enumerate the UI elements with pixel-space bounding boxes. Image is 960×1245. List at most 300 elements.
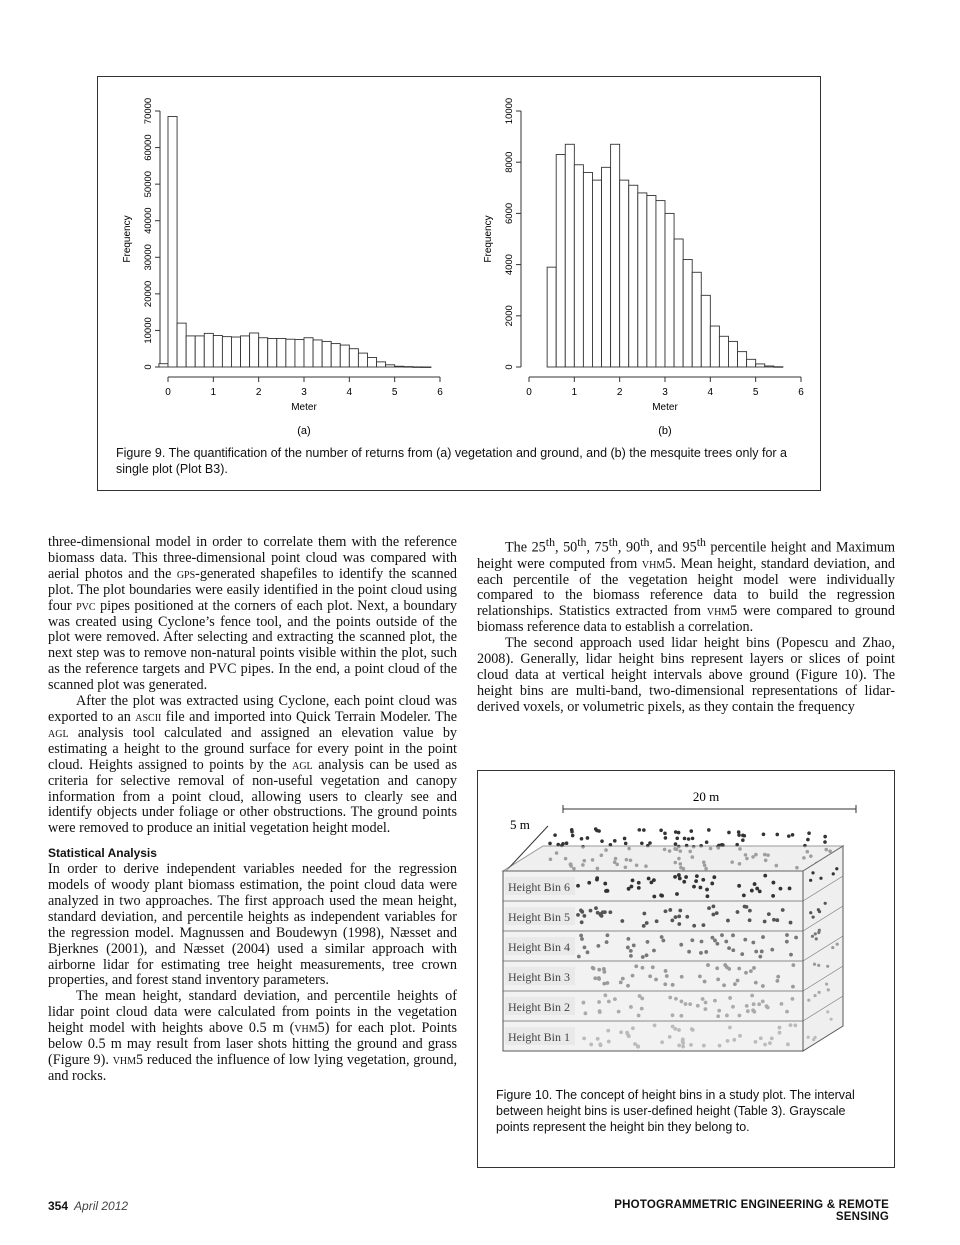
histogram-bar xyxy=(692,272,701,367)
histogram-bar xyxy=(204,333,213,367)
point xyxy=(787,834,791,838)
point xyxy=(677,873,681,877)
page-number: 354 xyxy=(48,1199,69,1213)
point xyxy=(836,943,839,946)
histogram-bar xyxy=(268,338,277,367)
histogram-bar xyxy=(277,338,286,367)
figure-9-caption: Figure 9. The quantification of the number of returns from (a) vegetation and ground, and (b) the mesquite trees only for a single plot (Plot B3). xyxy=(116,446,787,476)
point xyxy=(587,881,591,885)
point xyxy=(737,967,741,971)
point xyxy=(737,833,741,837)
point xyxy=(664,836,668,840)
point xyxy=(831,946,834,949)
point xyxy=(586,950,590,954)
point xyxy=(687,950,691,954)
point xyxy=(586,836,590,840)
point xyxy=(548,842,552,846)
point xyxy=(671,1025,675,1029)
point xyxy=(675,892,679,896)
point xyxy=(740,952,744,956)
point xyxy=(640,1007,644,1011)
point xyxy=(699,886,703,890)
point xyxy=(663,832,667,836)
point xyxy=(704,1007,708,1011)
point xyxy=(649,880,653,884)
point xyxy=(582,1036,586,1040)
paragraph: In order to derive independent variables needed for the regression models of woody plant biomass estimation, the point cloud data were analyzed in two approaches. The first approach used the mean height, standard deviation, and percentile heights as independent variables for the regression model. Magnussen and Boudewyn (1998), Næsset and Bjerknes (2001), and Næsset (2004) used a similar approach with airborne lidar for estimating tree height measurements, tree crown properties, and forest stand inventory parameters. xyxy=(48,861,457,989)
point xyxy=(694,879,698,883)
point xyxy=(664,909,668,913)
point xyxy=(583,946,587,950)
point xyxy=(748,918,752,922)
point xyxy=(817,908,820,911)
point xyxy=(671,983,675,987)
point xyxy=(596,1037,600,1041)
point xyxy=(594,827,598,831)
point xyxy=(737,830,741,834)
point xyxy=(751,941,755,945)
point xyxy=(826,1010,829,1013)
point xyxy=(731,1005,735,1009)
histogram-bar xyxy=(340,345,349,367)
histogram-bar xyxy=(638,193,647,367)
point xyxy=(579,908,583,912)
bin-label: Height Bin 1 xyxy=(508,1030,570,1044)
point xyxy=(701,997,705,1001)
point xyxy=(706,963,710,967)
y-tick-label: 0 xyxy=(504,364,515,370)
point xyxy=(748,909,752,913)
histogram-bar xyxy=(602,167,611,367)
x-tick-label: 1 xyxy=(210,387,217,398)
issue-date: April 2012 xyxy=(74,1199,129,1213)
histogram-bar xyxy=(259,338,268,367)
point xyxy=(605,940,609,944)
point xyxy=(813,994,816,997)
histogram-bar xyxy=(349,349,358,367)
point xyxy=(711,936,715,940)
point xyxy=(707,906,711,910)
point xyxy=(726,1039,730,1043)
point xyxy=(598,1010,602,1014)
point xyxy=(760,950,764,954)
point xyxy=(660,935,664,939)
histogram-bar xyxy=(756,364,765,367)
point xyxy=(576,913,580,917)
point xyxy=(633,1042,637,1046)
point xyxy=(775,833,779,837)
point xyxy=(775,918,779,922)
point xyxy=(602,967,606,971)
point xyxy=(750,994,754,998)
height-bin-diagram xyxy=(478,771,893,1081)
x-tick-label: 5 xyxy=(391,387,398,398)
point xyxy=(654,978,658,982)
histogram-b xyxy=(483,98,804,437)
point xyxy=(807,1036,810,1039)
point xyxy=(835,867,838,870)
y-tick-label: 40000 xyxy=(143,207,154,234)
point xyxy=(570,830,574,834)
point xyxy=(768,1041,772,1045)
point xyxy=(603,882,607,886)
point xyxy=(789,953,793,957)
point xyxy=(715,966,719,970)
footer-left xyxy=(48,1199,128,1213)
point xyxy=(702,923,706,927)
point xyxy=(641,966,645,970)
point xyxy=(732,1038,736,1042)
histogram-bar xyxy=(674,239,683,367)
point xyxy=(715,911,719,915)
point xyxy=(597,1000,601,1004)
point xyxy=(629,885,633,889)
point xyxy=(553,833,557,837)
point xyxy=(793,1023,797,1027)
point xyxy=(677,1028,681,1032)
point xyxy=(613,839,617,843)
figure-10 xyxy=(477,770,895,1168)
point xyxy=(685,915,689,919)
point xyxy=(607,1000,611,1004)
histogram-bar xyxy=(386,365,395,367)
point xyxy=(706,894,710,898)
histogram-a xyxy=(122,98,443,437)
point xyxy=(599,913,603,917)
point xyxy=(789,921,793,925)
point xyxy=(661,939,665,943)
point xyxy=(776,975,780,979)
histogram-bar xyxy=(395,366,404,367)
point xyxy=(626,984,630,988)
point xyxy=(640,841,644,845)
panel-label: (b) xyxy=(658,425,672,437)
point xyxy=(722,983,726,987)
bin-label: Height Bin 2 xyxy=(508,1000,570,1014)
point xyxy=(826,965,829,968)
point xyxy=(761,1000,765,1004)
point xyxy=(738,1034,742,1038)
histogram-bar xyxy=(656,201,665,367)
point xyxy=(679,943,683,947)
point xyxy=(599,1043,603,1047)
point xyxy=(716,978,720,982)
point xyxy=(772,918,776,922)
section-heading: Statistical Analysis xyxy=(48,846,157,861)
point xyxy=(561,842,565,846)
y-tick-label: 10000 xyxy=(504,97,515,125)
point xyxy=(704,950,708,954)
point xyxy=(726,919,730,923)
point xyxy=(621,977,625,981)
histogram-bar xyxy=(547,267,556,367)
point xyxy=(683,837,687,841)
point xyxy=(668,908,672,912)
point xyxy=(738,1014,742,1018)
point xyxy=(811,871,814,874)
point xyxy=(677,914,681,918)
point xyxy=(718,1044,722,1048)
point xyxy=(765,1004,769,1008)
histogram-bar xyxy=(304,338,313,367)
point xyxy=(619,980,623,984)
point xyxy=(785,940,789,944)
y-tick-label: 20000 xyxy=(143,280,154,308)
point xyxy=(727,831,731,835)
paragraph: The second approach used lidar height bins (Popescu and Zhao, 2008). Generally, lidar height bins represent layers or slices of point cloud data at vertical height intervals above ground (Figure 10). The height bins are multi-band, two-dimensional representations of lidar-derived voxels, or volumetric pixels, as they contain the frequency xyxy=(477,635,895,715)
point xyxy=(673,875,677,879)
point xyxy=(582,1001,586,1005)
point xyxy=(743,938,747,942)
point xyxy=(631,878,635,882)
point xyxy=(728,996,732,1000)
point xyxy=(754,981,758,985)
point xyxy=(807,999,810,1002)
point xyxy=(818,991,821,994)
point xyxy=(677,1044,681,1048)
point xyxy=(814,932,817,935)
histogram-bar xyxy=(701,295,710,367)
point xyxy=(646,940,650,944)
x-tick-label: 0 xyxy=(165,387,171,398)
point xyxy=(681,1045,685,1049)
point xyxy=(580,937,584,941)
point xyxy=(712,904,716,908)
point xyxy=(815,937,818,940)
histogram-bar xyxy=(710,326,719,367)
x-tick-label: 3 xyxy=(301,387,307,398)
point xyxy=(632,944,636,948)
point xyxy=(595,876,599,880)
point xyxy=(695,874,699,878)
point xyxy=(716,1014,720,1018)
point xyxy=(594,906,598,910)
point xyxy=(758,955,762,959)
point xyxy=(577,955,581,959)
point xyxy=(668,996,672,1000)
point xyxy=(626,937,630,941)
point xyxy=(819,877,822,880)
point xyxy=(757,1002,761,1006)
point xyxy=(674,997,678,1001)
point xyxy=(582,914,586,918)
point xyxy=(655,919,659,923)
point xyxy=(606,1029,610,1033)
histogram-bar xyxy=(195,336,204,367)
point xyxy=(689,829,693,833)
histogram-bar xyxy=(611,144,620,367)
point xyxy=(770,948,774,952)
point xyxy=(623,837,627,841)
point xyxy=(663,982,667,986)
point xyxy=(745,905,749,909)
point xyxy=(698,974,702,978)
point xyxy=(763,874,767,878)
point xyxy=(785,1010,789,1014)
point xyxy=(751,1008,755,1012)
point xyxy=(580,920,584,924)
histogram-bar xyxy=(313,340,322,367)
point xyxy=(678,877,682,881)
y-tick-label: 30000 xyxy=(143,244,154,271)
point xyxy=(637,881,641,885)
point xyxy=(637,886,641,890)
point xyxy=(746,1009,750,1013)
bin-label: Height Bin 5 xyxy=(508,910,570,924)
histogram-bar xyxy=(168,116,177,367)
point xyxy=(754,950,758,954)
point xyxy=(634,964,638,968)
point xyxy=(651,965,655,969)
point xyxy=(778,1031,782,1035)
point xyxy=(645,953,649,957)
point xyxy=(825,982,828,985)
point xyxy=(692,924,696,928)
point xyxy=(571,834,575,838)
point xyxy=(781,908,785,912)
histogram-bar xyxy=(738,352,747,367)
point xyxy=(600,839,604,843)
point xyxy=(690,1027,694,1031)
point xyxy=(755,887,759,891)
point xyxy=(731,933,735,937)
point xyxy=(786,1042,790,1046)
point xyxy=(705,840,709,844)
point xyxy=(576,884,580,888)
point xyxy=(771,894,775,898)
point xyxy=(671,1013,675,1017)
histogram-bar xyxy=(665,213,674,367)
point xyxy=(681,1038,685,1042)
paragraph: three-dimensional model in order to correlate them with the reference biomass data. This three-dimensional point cloud was compared with aerial photos and the gps-generated shapefiles to identify the scanned plot. The plot boundaries were easily identified in the point cloud using four pvc pipes positioned at the corners of each plot. Next, a boundary was created using Cyclone’s fence tool, and the points outside of the plot were removed. After selecting and extracting the scanned plot, the next step was to remove non-natural points visible within the plot, such as the reference targets and PVC pipes. In the end, a point cloud of the scanned plot was generated. xyxy=(48,534,458,694)
point xyxy=(723,963,727,967)
histogram-bar xyxy=(592,180,601,367)
point xyxy=(631,1026,635,1030)
point xyxy=(809,911,812,914)
point xyxy=(761,935,765,939)
panel-label: (a) xyxy=(297,425,311,437)
point xyxy=(823,840,827,844)
point xyxy=(817,931,820,934)
point xyxy=(785,933,789,937)
point xyxy=(589,909,593,913)
point xyxy=(613,997,617,1001)
x-tick-label: 2 xyxy=(616,387,623,398)
point xyxy=(642,924,646,928)
point xyxy=(579,934,583,938)
point xyxy=(680,1000,684,1004)
y-tick-label: 8000 xyxy=(504,151,515,173)
point xyxy=(596,944,600,948)
histogram-bar xyxy=(367,357,376,367)
point xyxy=(791,963,795,967)
histogram-bar xyxy=(286,339,295,367)
paragraph: The mean height, standard deviation, and percentile heights of lidar point cloud data were calculated from points in the vegetation height model with heights above 0.5 m (vhm5) for each plot. Points below 0.5 m may result from laser shots hitting the ground and grass (Figure 9). vhm5 reduced the influence of low lying vegetation, ground, and rocks. xyxy=(48,988,458,1084)
point xyxy=(745,1004,749,1008)
histogram-bar xyxy=(295,340,304,367)
point xyxy=(733,982,737,986)
point xyxy=(629,954,633,958)
bin-label: Height Bin 4 xyxy=(508,940,570,954)
point xyxy=(817,964,820,967)
bin-label: Height Bin 3 xyxy=(508,970,570,984)
point xyxy=(770,1036,774,1040)
point xyxy=(637,1014,641,1018)
point xyxy=(597,977,601,981)
point xyxy=(670,919,674,923)
x-tick-label: 0 xyxy=(526,387,532,398)
point xyxy=(772,881,776,885)
point xyxy=(629,949,633,953)
point xyxy=(791,997,795,1001)
point xyxy=(830,1018,833,1021)
histogram-bar xyxy=(683,259,692,367)
point xyxy=(753,882,757,886)
point xyxy=(652,949,656,953)
point xyxy=(754,1040,758,1044)
y-tick-label: 70000 xyxy=(143,97,154,125)
point xyxy=(823,835,827,839)
histogram-bar xyxy=(620,180,629,367)
point xyxy=(705,888,709,892)
x-tick-label: 6 xyxy=(437,387,443,398)
point xyxy=(678,909,682,913)
point xyxy=(827,988,830,991)
point xyxy=(682,880,686,884)
point xyxy=(620,919,624,923)
point xyxy=(791,985,795,989)
point xyxy=(741,838,745,842)
y-tick-label: 50000 xyxy=(143,170,154,198)
point xyxy=(763,1043,767,1047)
x-tick-label: 1 xyxy=(571,387,578,398)
point xyxy=(641,955,645,959)
point xyxy=(736,910,740,914)
histogram-bar xyxy=(377,362,386,367)
point xyxy=(691,837,695,841)
histogram-bar xyxy=(177,323,186,367)
point xyxy=(742,893,746,897)
point xyxy=(812,915,815,918)
point xyxy=(689,1043,693,1047)
figure-9-charts xyxy=(98,77,819,437)
histogram-bar xyxy=(728,341,737,367)
point xyxy=(788,887,792,891)
point xyxy=(703,980,707,984)
point xyxy=(704,1001,708,1005)
point xyxy=(767,912,771,916)
point xyxy=(605,981,609,985)
left-column xyxy=(48,535,457,1085)
point xyxy=(580,837,584,841)
point xyxy=(806,838,810,842)
point xyxy=(659,828,663,832)
point xyxy=(763,920,767,924)
point xyxy=(744,971,748,975)
point xyxy=(636,1045,640,1049)
point xyxy=(758,889,762,893)
y-axis-label: Frequency xyxy=(122,215,133,263)
histogram-bar xyxy=(719,336,728,367)
point xyxy=(743,834,747,838)
point xyxy=(645,921,649,925)
point xyxy=(589,1043,593,1047)
point xyxy=(603,993,607,997)
point xyxy=(605,889,609,893)
point xyxy=(638,828,642,832)
histogram-bar xyxy=(404,367,413,368)
point xyxy=(779,887,783,891)
